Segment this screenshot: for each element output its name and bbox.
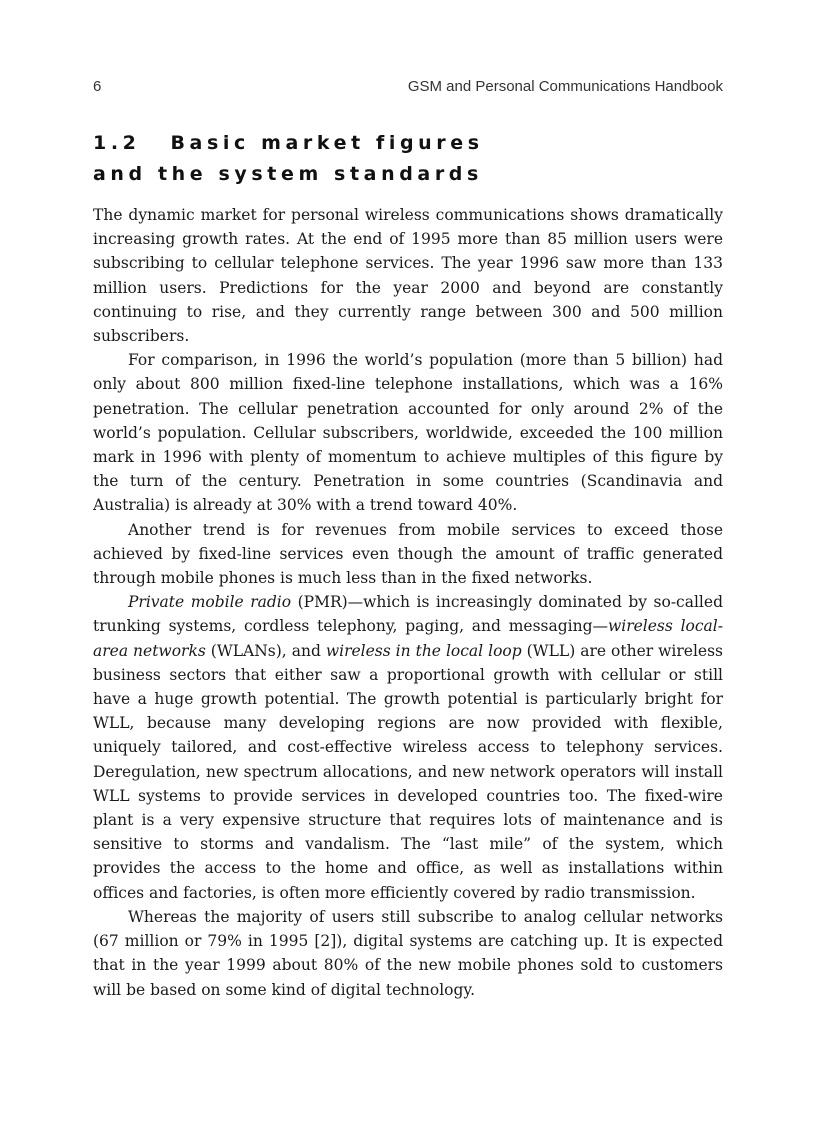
term-wireless-local-loop: wireless in the local loop xyxy=(325,641,522,660)
paragraph-4 xyxy=(93,590,723,905)
paragraph-4-text-2: (WLANs), and xyxy=(205,641,326,660)
paragraph-1: The dynamic market for personal wireless communications shows dramatically increasing growth rates. At the end of 1995 more than 85 million users were subscribing to cellular telephone services. The year 1996 saw more than 133 million users. Predictions for the year 2000 and beyond are constantly continuing to rise, and they currently range between 300 and 500 million subscribers. xyxy=(93,206,723,346)
section-title-line-1: Basic market figures xyxy=(170,132,484,154)
section-title-line-2: and the system standards xyxy=(93,163,483,185)
term-wireless-lan: wireless local-area networks xyxy=(93,617,723,660)
section-number: 1.2 xyxy=(93,132,141,154)
page-number: 6 xyxy=(93,78,102,95)
paragraph-4-text-1: (PMR)—which is increasingly dominated by so-called trunking systems, cordless telephony, paging, and messaging— xyxy=(93,593,723,636)
body-text xyxy=(93,203,723,1002)
paragraph-2: For comparison, in 1996 the world’s population (more than 5 billion) had only about 800 million fixed-line telephone installations, which was a 16% penetration. The cellular penetration accounted for only around 2% of the world’s population. Cellular subscribers, worldwide, exceeded the 100 million mark in 1996 with plenty of momentum to achieve multiples of this figure by the turn of the century. Penetration in some countries (Scandinavia and Australia) is already at 30% with a trend toward 40%. xyxy=(93,351,723,515)
term-private-mobile-radio: Private mobile radio xyxy=(128,593,292,612)
section-heading xyxy=(93,128,733,190)
running-head xyxy=(93,78,723,95)
running-title: GSM and Personal Communications Handbook xyxy=(407,78,723,95)
section-heading-line-1 xyxy=(93,128,733,159)
paragraph-4-text-3: (WLL) are other wireless business sectors that either saw a proportional growth with cellular or still have a huge growth potential. The growth potential is particularly bright for WLL, because many developing regions are now provided with flexible, uniquely tailored, and cost-effective wireless access to telephony services. Deregulation, new spectrum allocations, and new network operators will install WLL systems to provide services in developed countries too. The fixed-wire plant is a very expensive structure that requires lots of maintenance and is sensitive to storms and vandalism. The “last mile” of the system, which provides the access to the home and office, as well as installations within offices and factories, is often more efficiently covered by radio transmission. xyxy=(93,641,723,902)
paragraph-5: Whereas the majority of users still subscribe to analog cellular networks (67 million or 79% in 1995 [2]), digital systems are catching up. It is expected that in the year 1999 about 80% of the new mobile phones sold to customers will be based on some kind of digital technology. xyxy=(93,907,723,999)
paragraph-3: Another trend is for revenues from mobile services to exceed those achieved by fixed-line services even though the amount of traffic generated through mobile phones is much less than in the fixed networks. xyxy=(93,520,723,588)
